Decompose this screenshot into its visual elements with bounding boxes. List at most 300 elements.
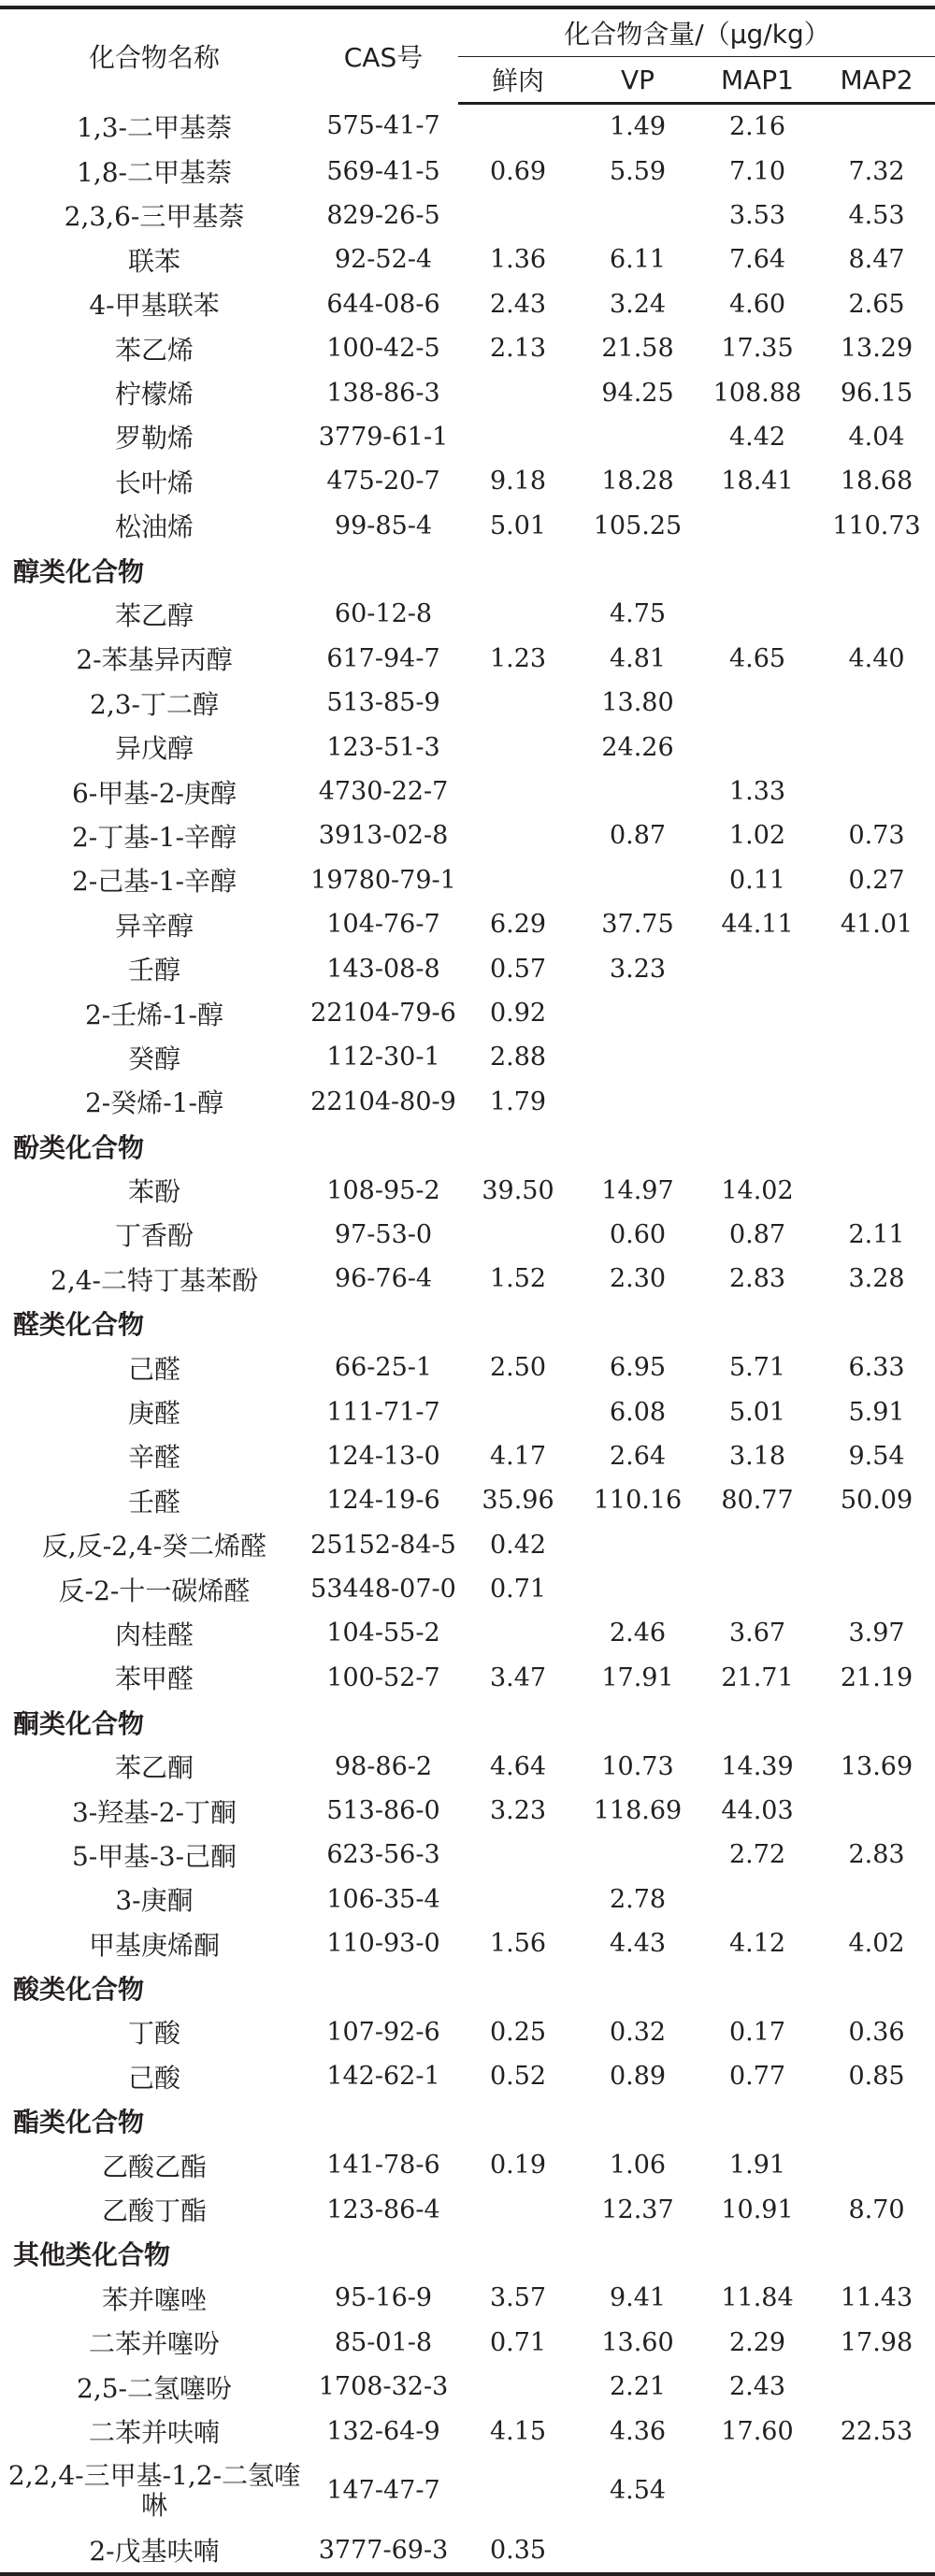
header-cas-number: CAS号 xyxy=(309,7,458,104)
map2-value xyxy=(817,2365,935,2409)
map1-value xyxy=(698,2454,817,2528)
fresh-meat-value: 0.35 xyxy=(458,2528,578,2574)
map1-value: 2.29 xyxy=(728,2327,786,2357)
map1-value xyxy=(698,1035,817,1079)
map1-value xyxy=(698,946,817,990)
map2-value: 2.83 xyxy=(848,1840,905,1870)
cas-number: 513-86-0 xyxy=(326,1796,440,1826)
map1-value: 2.16 xyxy=(728,112,786,142)
cas-number: 98-86-2 xyxy=(334,1751,433,1781)
compound-name: 异戊醇 xyxy=(114,733,194,765)
cas-number: 96-76-4 xyxy=(334,1264,433,1294)
map1-value: 3.53 xyxy=(728,200,786,230)
map1-value: 44.11 xyxy=(721,910,794,940)
category-label: 醛类化合物 xyxy=(13,1309,145,1341)
map2-value xyxy=(817,592,935,636)
table-row xyxy=(0,1878,935,1921)
cas-number: 1708-32-3 xyxy=(318,2372,449,2402)
map1-value: 44.03 xyxy=(721,1796,794,1826)
map1-value: 17.60 xyxy=(721,2416,794,2446)
map1-value: 4.42 xyxy=(728,422,786,452)
category-row xyxy=(0,1302,935,1346)
compound-name: 2,2,4-三甲基-1,2-二氢喹啉 xyxy=(7,2459,301,2521)
map2-value: 9.54 xyxy=(848,1441,905,1471)
table-row xyxy=(0,149,935,193)
compound-content-table xyxy=(0,6,935,2576)
table-row xyxy=(0,1611,935,1655)
compound-name: 丁香酚 xyxy=(114,1220,194,1252)
fresh-meat-value: 0.52 xyxy=(489,2062,547,2092)
table-header xyxy=(0,7,935,104)
map1-value: 7.64 xyxy=(728,245,786,275)
compound-name: 己醛 xyxy=(127,1353,180,1385)
map1-value xyxy=(698,1523,817,1567)
cas-number: 111-71-7 xyxy=(326,1397,440,1427)
map1-value: 4.60 xyxy=(728,289,786,319)
cas-number: 110-93-0 xyxy=(326,1929,440,1959)
map2-value: 110.73 xyxy=(832,511,921,540)
table-row xyxy=(0,2187,935,2231)
fresh-meat-value: 3.57 xyxy=(489,2283,547,2313)
map2-value: 3.28 xyxy=(848,1264,905,1294)
cas-number: 99-85-4 xyxy=(334,511,433,540)
table-row xyxy=(0,1080,935,1124)
cas-number: 623-56-3 xyxy=(326,1840,440,1870)
fresh-meat-value xyxy=(458,858,578,902)
compound-name: 壬醛 xyxy=(127,1486,180,1518)
cas-number: 97-53-0 xyxy=(334,1219,433,1249)
compound-name: 2-苯基异丙醇 xyxy=(76,644,233,676)
table-row xyxy=(0,194,935,237)
category-label: 酮类化合物 xyxy=(13,1707,145,1739)
map1-value: 0.87 xyxy=(728,1219,786,1249)
compound-name: 辛醛 xyxy=(127,1442,180,1474)
fresh-meat-value: 35.96 xyxy=(482,1486,554,1516)
table-row xyxy=(0,2054,935,2098)
table-body xyxy=(0,104,935,2575)
fresh-meat-value: 1.52 xyxy=(489,1264,547,1294)
cas-number: 475-20-7 xyxy=(326,467,440,496)
fresh-meat-value xyxy=(458,1389,578,1433)
map1-value: 5.71 xyxy=(728,1353,786,1383)
map2-value: 0.73 xyxy=(848,821,905,851)
table-row xyxy=(0,2276,935,2320)
compound-name: 2-癸烯-1-醇 xyxy=(84,1087,223,1119)
vp-value xyxy=(578,1833,698,1877)
map1-value: 4.65 xyxy=(728,643,786,673)
map1-value: 3.67 xyxy=(728,1619,786,1648)
cas-number: 569-41-5 xyxy=(326,156,440,186)
vp-value: 6.95 xyxy=(609,1353,667,1383)
fresh-meat-value: 0.19 xyxy=(489,2151,547,2180)
fresh-meat-value xyxy=(458,725,578,769)
vp-value: 6.08 xyxy=(609,1397,667,1427)
table-row xyxy=(0,2409,935,2453)
map1-value: 5.01 xyxy=(728,1397,786,1427)
vp-value xyxy=(578,194,698,237)
map1-value: 17.35 xyxy=(721,334,794,364)
vp-value: 4.43 xyxy=(609,1929,667,1959)
map2-value xyxy=(817,725,935,769)
map2-value: 13.69 xyxy=(840,1751,913,1781)
header-fresh-meat: 鲜肉 xyxy=(458,57,578,104)
compound-name: 二苯并呋喃 xyxy=(88,2417,220,2448)
vp-value: 1.06 xyxy=(609,2151,667,2180)
table-row xyxy=(0,1478,935,1522)
table-row xyxy=(0,902,935,946)
fresh-meat-value: 1.56 xyxy=(489,1929,547,1959)
map2-value xyxy=(817,1035,935,1079)
table-row xyxy=(0,237,935,281)
fresh-meat-value: 1.79 xyxy=(489,1087,547,1116)
map2-value xyxy=(817,104,935,150)
table-row xyxy=(0,370,935,414)
vp-value: 12.37 xyxy=(601,2195,674,2224)
table-row xyxy=(0,770,935,813)
table-row xyxy=(0,1035,935,1079)
map2-value: 0.36 xyxy=(848,2017,905,2047)
compound-name: 2,4-二特丁基苯酚 xyxy=(50,1264,258,1296)
vp-value: 6.11 xyxy=(609,245,667,275)
compound-name: 2-丁基-1-辛醇 xyxy=(71,821,237,853)
map1-value: 0.11 xyxy=(728,865,786,895)
vp-value: 0.89 xyxy=(609,2062,667,2092)
cas-number: 123-51-3 xyxy=(326,732,440,762)
map2-value: 4.53 xyxy=(848,200,905,230)
fresh-meat-value: 0.25 xyxy=(489,2017,547,2047)
cas-number: 141-78-6 xyxy=(326,2151,440,2180)
compound-name: 长叶烯 xyxy=(114,467,194,498)
fresh-meat-value xyxy=(458,194,578,237)
vp-value: 10.73 xyxy=(601,1751,674,1781)
table-row xyxy=(0,991,935,1035)
table-row xyxy=(0,813,935,857)
table-row xyxy=(0,1523,935,1567)
table-row xyxy=(0,1389,935,1433)
vp-value: 0.32 xyxy=(609,2017,667,2047)
map1-value: 2.83 xyxy=(728,1264,786,1294)
fresh-meat-value: 0.92 xyxy=(489,999,547,1028)
table-row xyxy=(0,415,935,459)
table-row xyxy=(0,946,935,990)
vp-value: 17.91 xyxy=(601,1662,674,1692)
cas-number: 112-30-1 xyxy=(326,1043,440,1072)
map1-value xyxy=(698,991,817,1035)
compound-name: 苯乙烯 xyxy=(114,334,194,366)
table-row xyxy=(0,2365,935,2409)
map1-value xyxy=(698,1567,817,1611)
map1-value: 2.43 xyxy=(728,2372,786,2402)
cas-number: 108-95-2 xyxy=(326,1175,440,1205)
vp-value: 110.16 xyxy=(593,1486,683,1516)
vp-value: 2.46 xyxy=(609,1619,667,1648)
map1-value: 2.72 xyxy=(728,1840,786,1870)
fresh-meat-value: 3.47 xyxy=(489,1662,547,1692)
vp-value: 3.23 xyxy=(609,954,667,984)
cas-number: 143-08-8 xyxy=(326,954,440,984)
table-row xyxy=(0,1744,935,1788)
vp-value xyxy=(578,415,698,459)
compound-name: 5-甲基-3-己酮 xyxy=(71,1840,237,1872)
cas-number: 123-86-4 xyxy=(326,2195,440,2224)
cas-number: 617-94-7 xyxy=(326,643,440,673)
compound-name: 反-2-十一碳烯醛 xyxy=(58,1575,251,1606)
vp-value: 9.41 xyxy=(609,2283,667,2313)
vp-value: 2.21 xyxy=(609,2372,667,2402)
table-row xyxy=(0,592,935,636)
map2-value: 4.04 xyxy=(848,422,905,452)
fresh-meat-value: 4.17 xyxy=(489,1441,547,1471)
map1-value xyxy=(698,725,817,769)
map2-value: 18.68 xyxy=(840,467,913,496)
cas-number: 644-08-6 xyxy=(326,289,440,319)
vp-value: 13.80 xyxy=(601,688,674,718)
map2-value: 3.97 xyxy=(848,1619,905,1648)
compound-name: 二苯并噻吩 xyxy=(88,2328,220,2360)
map2-value xyxy=(817,2454,935,2528)
fresh-meat-value: 0.71 xyxy=(489,2327,547,2357)
compound-name: 2,5-二氢噻吩 xyxy=(77,2372,232,2404)
cas-number: 829-26-5 xyxy=(326,200,440,230)
map1-value: 0.77 xyxy=(728,2062,786,2092)
map2-value: 22.53 xyxy=(840,2416,913,2446)
fresh-meat-value xyxy=(458,813,578,857)
map1-value: 4.12 xyxy=(728,1929,786,1959)
header-vp: VP xyxy=(578,57,698,104)
vp-value: 0.87 xyxy=(609,821,667,851)
vp-value: 21.58 xyxy=(601,334,674,364)
table-row xyxy=(0,504,935,548)
map2-value: 6.33 xyxy=(848,1353,905,1383)
compound-name: 乙酸丁酯 xyxy=(101,2195,207,2227)
fresh-meat-value: 2.43 xyxy=(489,289,547,319)
compound-name: 甲基庚烯酮 xyxy=(88,1929,220,1961)
category-row xyxy=(0,1700,935,1744)
table-row xyxy=(0,1213,935,1257)
fresh-meat-value xyxy=(458,1611,578,1655)
vp-value: 2.64 xyxy=(609,1441,667,1471)
compound-name: 苯并噻唑 xyxy=(101,2283,207,2315)
cas-number: 124-13-0 xyxy=(326,1441,440,1471)
table-row xyxy=(0,1921,935,1965)
cas-number: 22104-79-6 xyxy=(310,999,456,1028)
vp-value: 118.69 xyxy=(593,1796,683,1826)
compound-name: 2,3-丁二醇 xyxy=(90,688,219,720)
map2-value: 11.43 xyxy=(840,2283,913,2313)
vp-value: 2.78 xyxy=(609,1884,667,1914)
map2-value: 13.29 xyxy=(840,334,913,364)
compound-name: 松油烯 xyxy=(114,511,194,543)
table-row xyxy=(0,326,935,370)
compound-name: 1,3-二甲基萘 xyxy=(77,111,232,143)
compound-name: 2-戊基呋喃 xyxy=(0,2528,309,2574)
table-row xyxy=(0,282,935,326)
cas-number: 3777-69-3 xyxy=(309,2528,458,2574)
table-row xyxy=(0,858,935,902)
vp-value xyxy=(578,1035,698,1079)
fresh-meat-value: 39.50 xyxy=(482,1175,554,1205)
category-row xyxy=(0,2099,935,2143)
fresh-meat-value xyxy=(458,415,578,459)
vp-value: 14.97 xyxy=(601,1175,674,1205)
map1-value xyxy=(698,1878,817,1921)
compound-name: 苯酚 xyxy=(127,1176,180,1208)
vp-value: 5.59 xyxy=(609,156,667,186)
map2-value: 0.27 xyxy=(848,865,905,895)
map1-value: 10.91 xyxy=(721,2195,794,2224)
map1-value xyxy=(698,504,817,548)
fresh-meat-value xyxy=(458,681,578,725)
cas-number: 3913-02-8 xyxy=(318,821,449,851)
map2-value: 96.15 xyxy=(840,378,913,408)
map2-value: 8.47 xyxy=(848,245,905,275)
table-row xyxy=(0,725,935,769)
compound-name: 己酸 xyxy=(127,2062,180,2094)
map2-value xyxy=(817,1878,935,1921)
compound-name: 3-庚酮 xyxy=(115,1885,194,1917)
fresh-meat-value: 1.23 xyxy=(489,643,547,673)
map2-value: 5.91 xyxy=(848,1397,905,1427)
compound-name: 苯乙酮 xyxy=(114,1752,194,1784)
compound-name: 苯甲醛 xyxy=(114,1663,194,1695)
fresh-meat-value: 4.64 xyxy=(489,1751,547,1781)
table-row xyxy=(0,2454,935,2528)
map1-value xyxy=(698,681,817,725)
cas-number: 85-01-8 xyxy=(334,2327,433,2357)
vp-value: 4.54 xyxy=(609,2476,667,2506)
vp-value: 105.25 xyxy=(593,511,683,540)
vp-value: 37.75 xyxy=(601,910,674,940)
table-row xyxy=(0,1346,935,1389)
map2-value xyxy=(817,946,935,990)
vp-value: 2.30 xyxy=(609,1264,667,1294)
table-row xyxy=(0,1656,935,1700)
map2-value: 50.09 xyxy=(840,1486,913,1516)
fresh-meat-value: 0.57 xyxy=(489,954,547,984)
category-row xyxy=(0,548,935,592)
vp-value xyxy=(578,1523,698,1567)
fresh-meat-value: 2.50 xyxy=(489,1353,547,1383)
compound-name: 2-己基-1-辛醇 xyxy=(71,866,237,898)
category-row xyxy=(0,1124,935,1168)
map1-value xyxy=(698,1080,817,1124)
cas-number: 575-41-7 xyxy=(326,111,440,141)
compound-name: 1,8-二甲基萘 xyxy=(77,157,232,189)
map1-value xyxy=(698,592,817,636)
map2-value xyxy=(817,681,935,725)
compound-name: 壬醇 xyxy=(127,955,180,986)
vp-value: 13.60 xyxy=(601,2327,674,2357)
vp-value: 1.49 xyxy=(609,112,667,142)
compound-name: 罗勒烯 xyxy=(114,423,194,454)
vp-value: 94.25 xyxy=(601,378,674,408)
map2-value: 21.19 xyxy=(840,1662,913,1692)
fresh-meat-value: 9.18 xyxy=(489,467,547,496)
category-row xyxy=(0,2232,935,2276)
map2-value: 2.65 xyxy=(848,289,905,319)
fresh-meat-value: 0.42 xyxy=(489,1530,547,1560)
cas-number: 147-47-7 xyxy=(326,2476,440,2506)
map1-value: 108.88 xyxy=(712,378,802,408)
compound-name: 庚醛 xyxy=(127,1398,180,1430)
compound-name: 肉桂醛 xyxy=(114,1619,194,1650)
map2-value: 4.40 xyxy=(848,643,905,673)
map2-value: 2.11 xyxy=(848,1219,905,1249)
table-row xyxy=(0,1168,935,1212)
cas-number: 106-35-4 xyxy=(326,1884,440,1914)
cas-number: 95-16-9 xyxy=(334,2283,433,2313)
map1-value: 21.71 xyxy=(721,1662,794,1692)
fresh-meat-value: 2.13 xyxy=(489,334,547,364)
vp-value: 0.60 xyxy=(609,1219,667,1249)
cas-number: 100-52-7 xyxy=(326,1662,440,1692)
map1-value: 18.41 xyxy=(721,467,794,496)
header-compound-name: 化合物名称 xyxy=(0,7,309,104)
compound-name: 反,反-2,4-癸二烯醛 xyxy=(41,1531,267,1562)
compound-name: 柠檬烯 xyxy=(114,379,194,410)
map1-value: 14.39 xyxy=(721,1751,794,1781)
table-row xyxy=(0,1257,935,1301)
cas-number: 142-62-1 xyxy=(326,2062,440,2092)
map2-value xyxy=(817,1789,935,1833)
compound-name: 6-甲基-2-庚醇 xyxy=(71,777,237,809)
vp-value: 4.36 xyxy=(609,2416,667,2446)
cas-number: 60-12-8 xyxy=(334,599,433,629)
fresh-meat-value xyxy=(458,2365,578,2409)
cas-number: 66-25-1 xyxy=(334,1353,433,1383)
table-row xyxy=(0,637,935,681)
cas-number: 124-19-6 xyxy=(326,1486,440,1516)
table-row xyxy=(0,459,935,503)
table-row xyxy=(0,2010,935,2054)
compound-name: 丁酸 xyxy=(127,2018,180,2050)
fresh-meat-value xyxy=(458,1833,578,1877)
map2-value: 4.02 xyxy=(848,1929,905,1959)
cas-number: 4730-22-7 xyxy=(318,777,449,807)
table-row xyxy=(0,2143,935,2187)
vp-value: 24.26 xyxy=(601,732,674,762)
fresh-meat-value xyxy=(458,1878,578,1921)
map1-value: 7.10 xyxy=(728,156,786,186)
fresh-meat-value: 5.01 xyxy=(489,511,547,540)
map2-value: 17.98 xyxy=(840,2327,913,2357)
map2-value: 8.70 xyxy=(848,2195,905,2224)
category-row xyxy=(0,1965,935,2009)
cas-number: 104-76-7 xyxy=(326,910,440,940)
table-row xyxy=(0,104,935,150)
category-label: 酸类化合物 xyxy=(13,1974,145,2006)
fresh-meat-value xyxy=(458,370,578,414)
vp-value: 4.81 xyxy=(609,643,667,673)
map2-value xyxy=(817,991,935,1035)
cas-number: 92-52-4 xyxy=(334,245,433,275)
fresh-meat-value: 0.71 xyxy=(489,1575,547,1605)
vp-value xyxy=(578,1567,698,1611)
header-content-group: 化合物含量/（μg/kg） xyxy=(458,7,935,57)
cas-number: 104-55-2 xyxy=(326,1619,440,1648)
map1-value: 11.84 xyxy=(721,2283,794,2313)
vp-value xyxy=(578,858,698,902)
compound-name: 苯乙醇 xyxy=(114,599,194,631)
map1-value: 1.02 xyxy=(728,821,786,851)
fresh-meat-value: 2.88 xyxy=(489,1043,547,1072)
map1-value: 3.18 xyxy=(728,1441,786,1471)
cas-number: 22104-80-9 xyxy=(310,1087,456,1116)
compound-name: 2-壬烯-1-醇 xyxy=(84,999,223,1030)
map1-value: 0.17 xyxy=(728,2017,786,2047)
map2-value xyxy=(817,1523,935,1567)
compound-name: 2,3,6-三甲基萘 xyxy=(64,201,245,233)
